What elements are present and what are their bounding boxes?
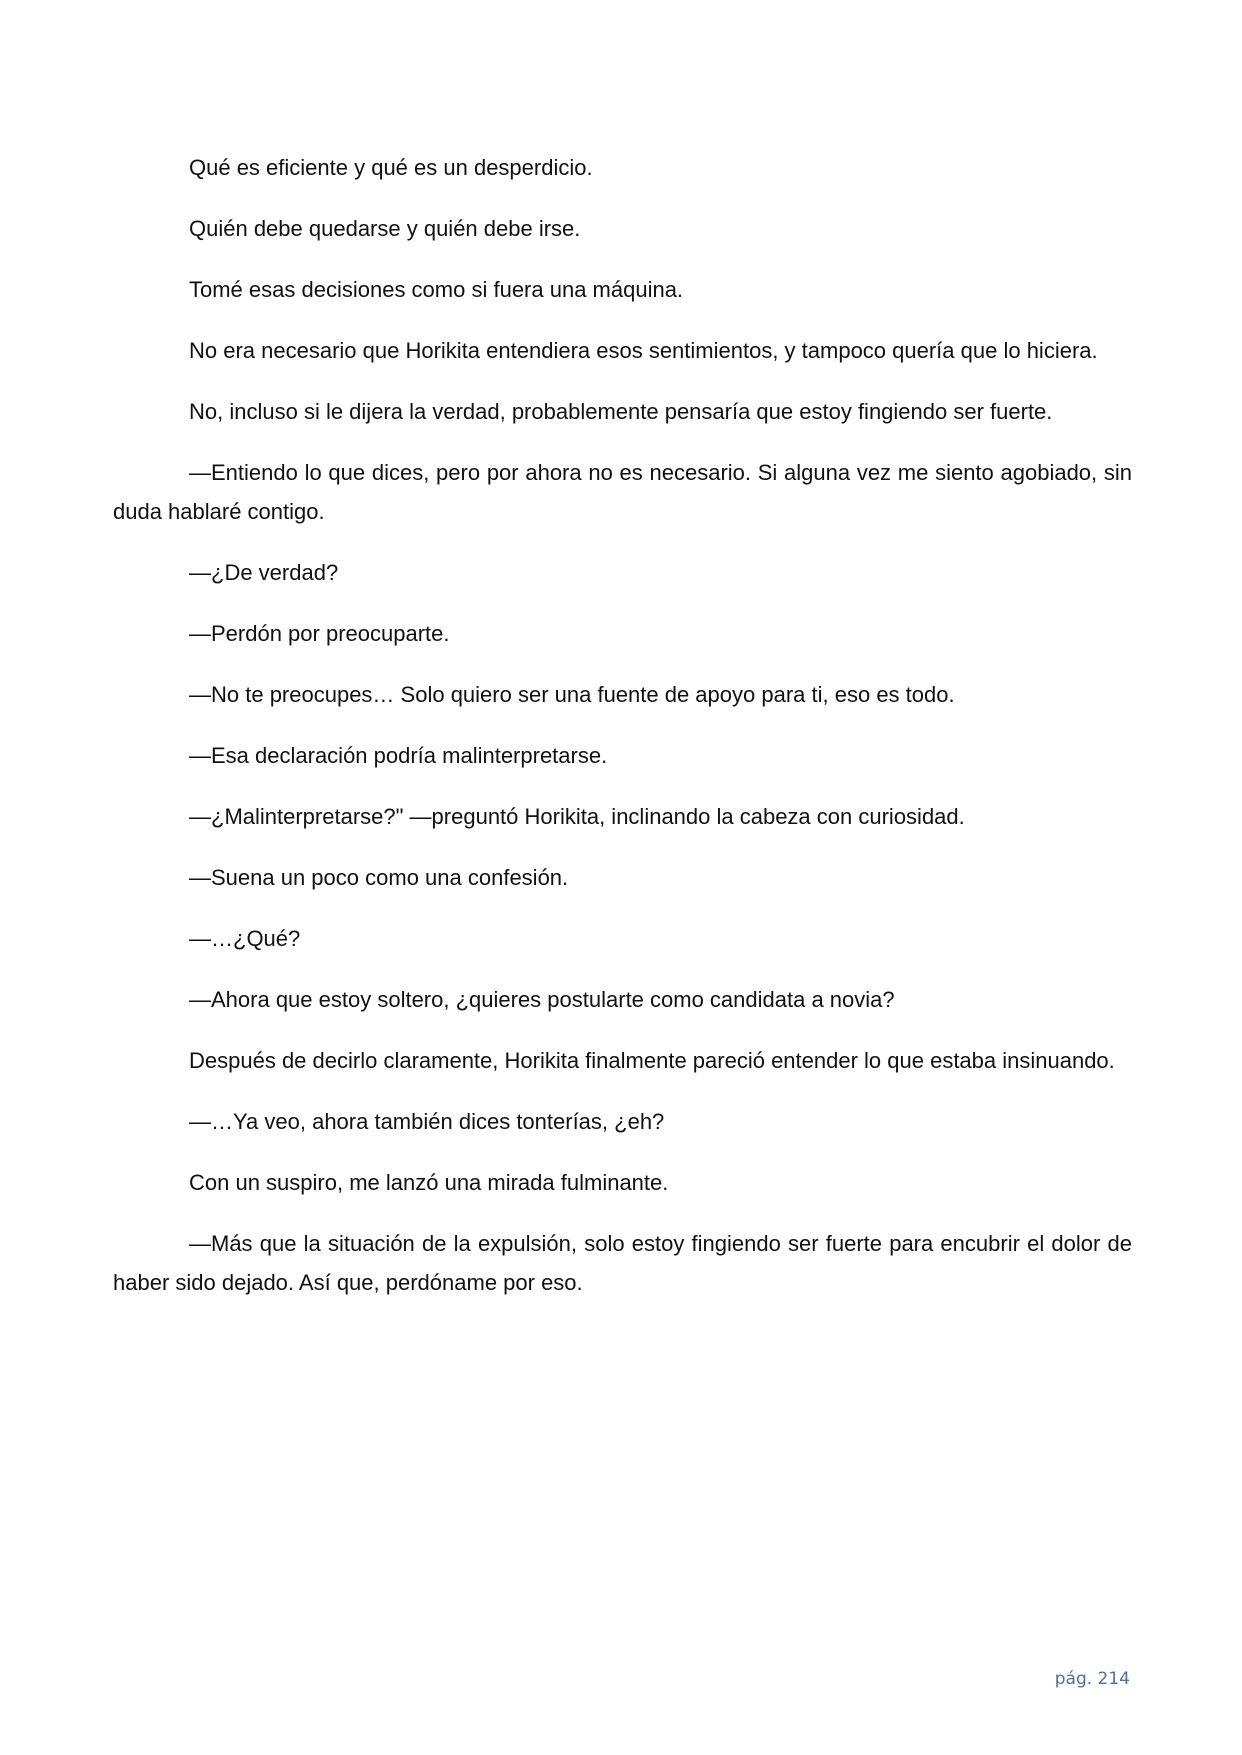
paragraph: —Esa declaración podría malinterpretarse.	[189, 743, 608, 768]
paragraph: Después de decirlo claramente, Horikita finalmente pareció entender lo que estaba insinuando.	[189, 1048, 1115, 1073]
paragraph: —Ahora que estoy soltero, ¿quieres postularte como candidata a novia?	[189, 987, 895, 1012]
page-body	[113, 148, 1132, 1324]
paragraph: —Suena un poco como una confesión.	[189, 865, 569, 890]
paragraph: No, incluso si le dijera la verdad, probablemente pensaría que estoy fingiendo ser fuerte.	[189, 399, 1053, 424]
paragraph: —¿Malinterpretarse?" —preguntó Horikita, inclinando la cabeza con curiosidad.	[189, 804, 965, 829]
paragraph: —No te preocupes… Solo quiero ser una fuente de apoyo para ti, eso es todo.	[189, 682, 955, 707]
paragraph: No era necesario que Horikita entendiera esos sentimientos, y tampoco quería que lo hiciera.	[189, 338, 1098, 363]
paragraph: —Entiendo lo que dices, pero por ahora no es necesario. Si alguna vez me siento agobiado, sin duda hablaré contigo.	[113, 460, 1132, 524]
paragraph: —…Ya veo, ahora también dices tonterías, ¿eh?	[189, 1109, 665, 1134]
paragraph: —Más que la situación de la expulsión, solo estoy fingiendo ser fuerte para encubrir el dolor de haber sido dejado. Así que, perdóname por eso.	[113, 1231, 1132, 1295]
paragraph: Con un suspiro, me lanzó una mirada fulminante.	[189, 1170, 669, 1195]
paragraph: —¿De verdad?	[189, 560, 339, 585]
paragraph: Quién debe quedarse y quién debe irse.	[189, 216, 581, 241]
paragraph: —Perdón por preocuparte.	[189, 621, 450, 646]
paragraph: Qué es eficiente y qué es un desperdicio.	[189, 155, 593, 180]
paragraph: Tomé esas decisiones como si fuera una máquina.	[189, 277, 684, 302]
paragraph: —…¿Qué?	[189, 926, 301, 951]
page-number: pág. 214	[1054, 1669, 1130, 1689]
